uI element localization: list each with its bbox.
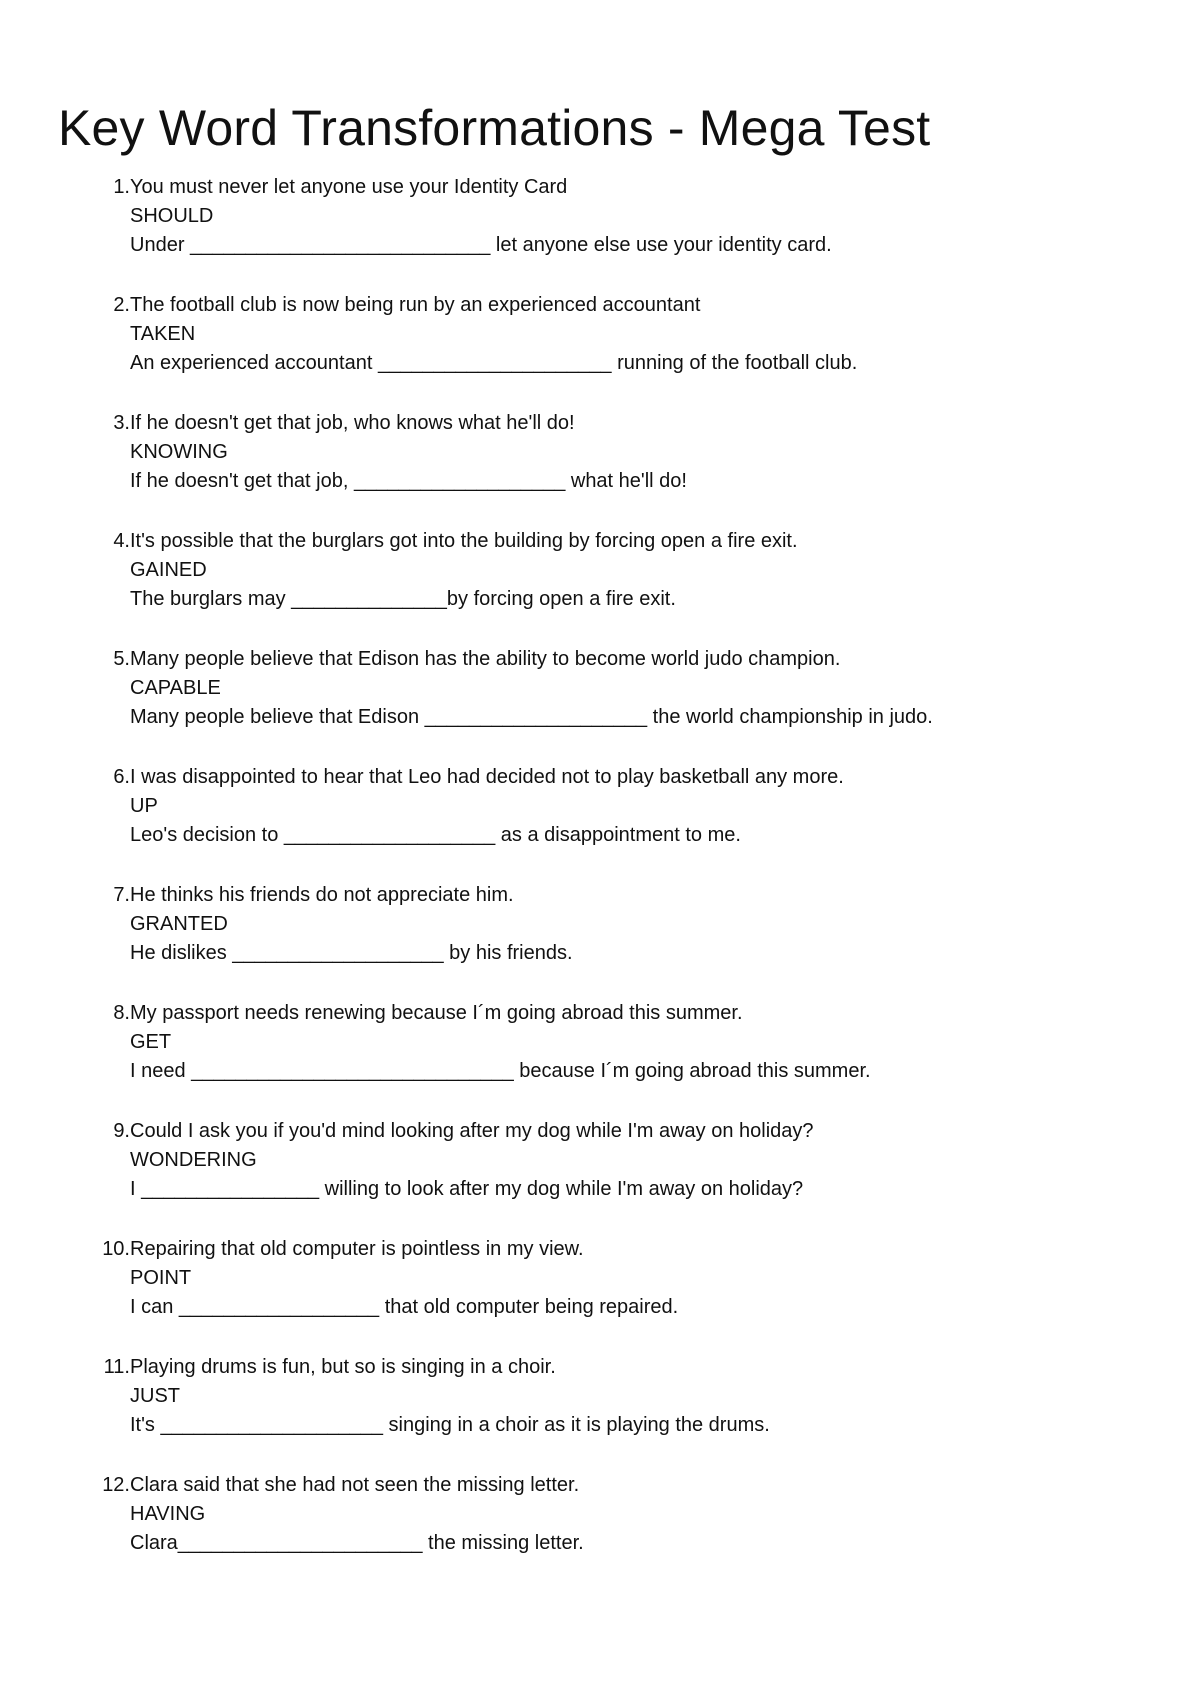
question-number: 4. [113, 530, 130, 552]
gapped-sentence: Under ___________________________ let anyone else use your identity card. [130, 234, 832, 256]
gapped-sentence: If he doesn't get that job, ___________________ what he'll do! [130, 470, 687, 492]
gapped-sentence: I ________________ willing to look after my dog while I'm away on holiday? [130, 1178, 804, 1200]
original-sentence: Repairing that old computer is pointless in my view. [130, 1238, 584, 1260]
original-sentence: Many people believe that Edison has the ability to become world judo champion. [130, 648, 841, 670]
page-title: Key Word Transformations - Mega Test [58, 100, 931, 156]
key-word: KNOWING [130, 441, 228, 463]
gapped-sentence: Leo's decision to ___________________ as a disappointment to me. [130, 824, 741, 846]
key-word: HAVING [130, 1503, 206, 1525]
question-number: 5. [113, 648, 130, 670]
question-item [0, 880, 1200, 998]
question-number: 3. [113, 412, 130, 434]
original-sentence: You must never let anyone use your Identity Card [130, 176, 568, 198]
gapped-sentence: Clara______________________ the missing letter. [130, 1532, 584, 1554]
question-item [0, 526, 1200, 644]
gapped-sentence: I can __________________ that old computer being repaired. [130, 1296, 679, 1318]
gapped-sentence: It's ____________________ singing in a choir as it is playing the drums. [130, 1414, 770, 1436]
question-item [0, 1116, 1200, 1234]
question-item [0, 408, 1200, 526]
key-word: POINT [130, 1267, 192, 1289]
question-number: 6. [113, 766, 130, 788]
question-number: 12. [102, 1474, 130, 1496]
gapped-sentence: He dislikes ___________________ by his friends. [130, 942, 573, 964]
original-sentence: Clara said that she had not seen the missing letter. [130, 1474, 580, 1496]
question-number: 2. [113, 294, 130, 316]
question-item [0, 290, 1200, 408]
key-word: CAPABLE [130, 677, 221, 699]
original-sentence: I was disappointed to hear that Leo had decided not to play basketball any more. [130, 766, 844, 788]
original-sentence: It's possible that the burglars got into the building by forcing open a fire exit. [130, 530, 798, 552]
original-sentence: He thinks his friends do not appreciate him. [130, 884, 514, 906]
key-word: TAKEN [130, 323, 196, 345]
key-word: UP [130, 795, 158, 817]
question-item [0, 762, 1200, 880]
question-item [0, 1352, 1200, 1470]
gapped-sentence: Many people believe that Edison ____________________ the world championship in judo. [130, 706, 933, 728]
key-word: SHOULD [130, 205, 214, 227]
key-word: GRANTED [130, 913, 228, 935]
question-number: 8. [113, 1002, 130, 1024]
question-item [0, 644, 1200, 762]
question-number: 9. [113, 1120, 130, 1142]
question-item [0, 1234, 1200, 1352]
gapped-sentence: An experienced accountant _____________________ running of the football club. [130, 352, 858, 374]
gapped-sentence: The burglars may ______________by forcing open a fire exit. [130, 588, 676, 610]
key-word: GAINED [130, 559, 207, 581]
question-number: 10. [102, 1238, 130, 1260]
original-sentence: My passport needs renewing because I´m going abroad this summer. [130, 1002, 743, 1024]
gapped-sentence: I need _____________________________ because I´m going abroad this summer. [130, 1060, 871, 1082]
key-word: GET [130, 1031, 172, 1053]
question-item [0, 998, 1200, 1116]
question-number: 11. [103, 1356, 130, 1378]
original-sentence: The football club is now being run by an experienced accountant [130, 294, 701, 316]
key-word: JUST [130, 1385, 180, 1407]
original-sentence: If he doesn't get that job, who knows what he'll do! [130, 412, 575, 434]
question-item [0, 172, 1200, 290]
question-list [0, 172, 1200, 1588]
question-number: 7. [113, 884, 130, 906]
original-sentence: Could I ask you if you'd mind looking after my dog while I'm away on holiday? [130, 1120, 814, 1142]
question-number: 1. [113, 176, 130, 198]
original-sentence: Playing drums is fun, but so is singing in a choir. [130, 1356, 556, 1378]
question-item [0, 1470, 1200, 1588]
key-word: WONDERING [130, 1149, 257, 1171]
